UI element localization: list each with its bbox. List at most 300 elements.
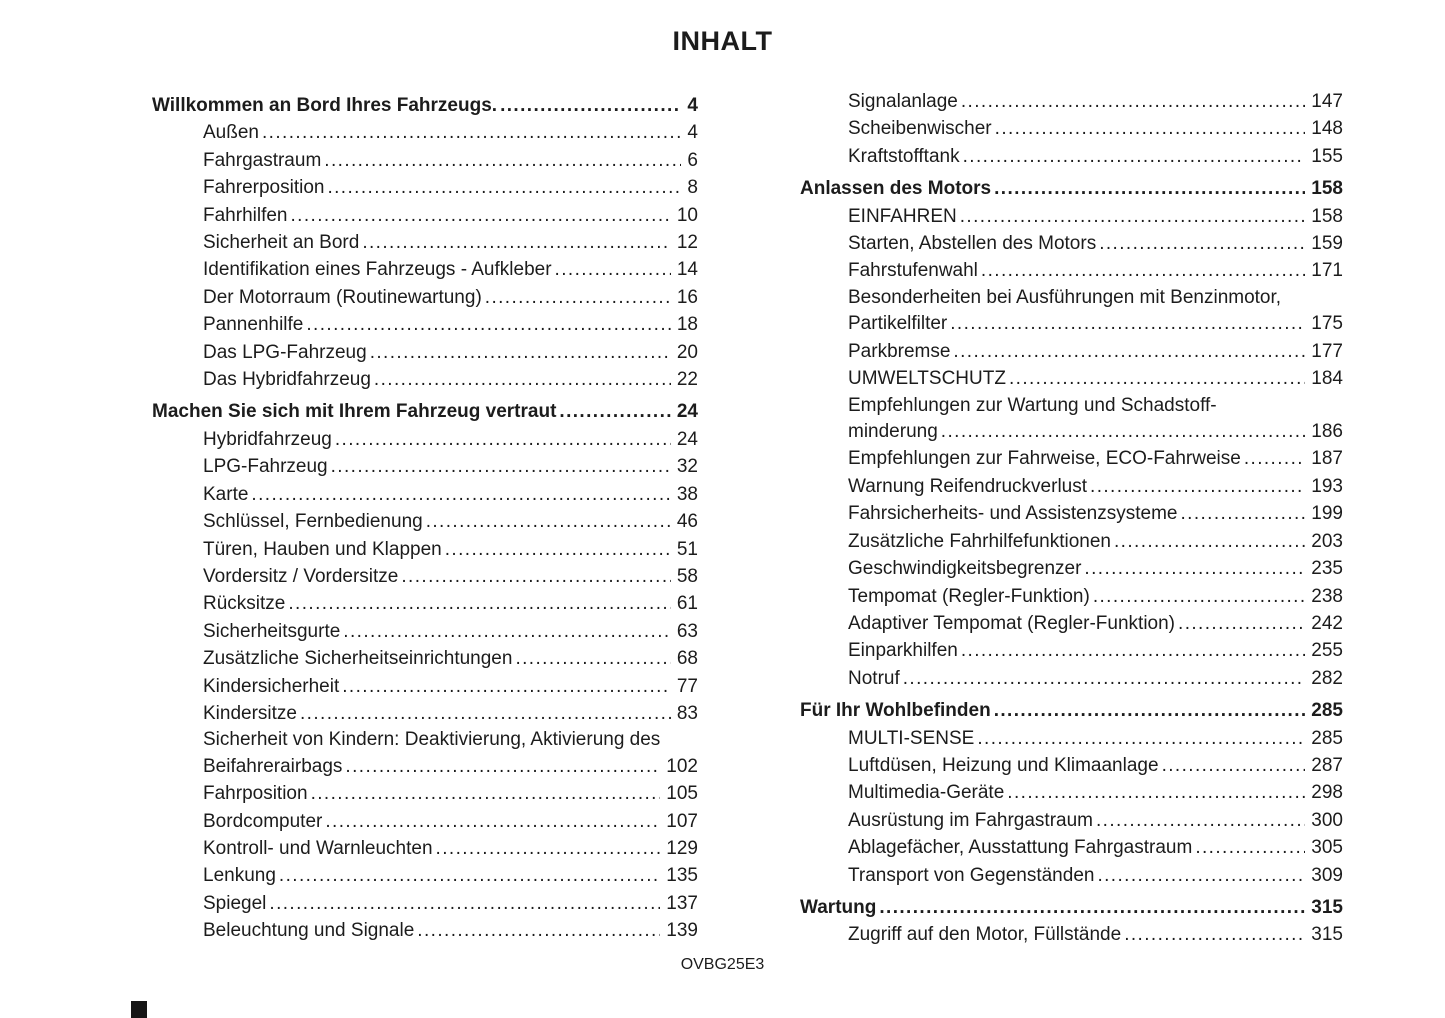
dot-leader [1180,500,1305,527]
dot-leader [426,508,671,535]
toc-row [152,92,698,119]
toc-entry-page: 287 [1311,754,1343,776]
toc-row [848,862,1343,889]
toc-entry-page: 32 [676,456,698,478]
toc-row [203,563,698,590]
toc-entry-page: 38 [676,483,698,505]
toc-entry [152,284,698,311]
toc-row [152,398,698,425]
toc-entry-label: Zusätzliche Fahrhilfefunktionen [848,530,1111,552]
dot-leader [436,835,661,862]
toc-entry-page: 315 [1311,896,1343,918]
dot-leader [306,311,670,338]
dot-leader [345,753,660,780]
toc-entry [152,426,698,453]
toc-entry-label: Rücksitze [203,593,286,615]
toc-entry-page: 309 [1311,864,1343,886]
toc-entry-label: Sicherheit an Bord [203,232,360,254]
toc-entry-page: 20 [676,341,698,363]
dot-leader [1099,230,1305,257]
toc-entry-label: Spiegel [203,892,267,914]
toc-entry-label: Willkommen an Bord Ihres Fahrzeugs. [152,95,498,116]
toc-entry [152,119,698,146]
toc-entry [800,834,1343,861]
toc-row [848,88,1343,115]
toc-entry-label: Ablagefächer, Ausstattung Fahrgastraum [848,837,1193,859]
toc-row [848,583,1343,610]
dot-leader [994,175,1305,202]
toc-entry-label: Luftdüsen, Heizung und Klimaanlage [848,754,1159,776]
toc-entry-page: 16 [676,286,698,308]
toc-entry [800,637,1343,664]
toc-entry-label: Fahrgastraum [203,149,322,171]
toc-entry-page: 285 [1311,700,1343,722]
toc-row [203,618,698,645]
toc-section-heading [800,894,1343,921]
toc-row [203,284,698,311]
dot-leader [953,338,1305,365]
toc-row [848,115,1343,142]
toc-entry-label: Karte [203,483,249,505]
toc-row [203,700,698,727]
toc-entry-label: Außen [203,122,259,144]
toc-entry-page: 68 [676,648,698,670]
toc-entry [152,645,698,672]
toc-entry-label: Empfehlungen zur Fahrweise, ECO-Fahrweise [848,448,1241,470]
document-code: OVBG25E3 [680,956,765,973]
toc-entry-page: 4 [687,122,698,144]
toc-entry [800,610,1343,637]
toc-entry [800,115,1343,142]
toc-entry-label: Geschwindigkeitsbegrenzer [848,558,1082,580]
toc-entry-page: 18 [676,314,698,336]
toc-entry [152,808,698,835]
toc-entry-page: 159 [1311,233,1343,255]
dot-leader [995,115,1306,142]
toc-entry [152,700,698,727]
dot-leader [1096,807,1305,834]
toc-row [203,256,698,283]
toc-entry-page: 129 [666,838,698,860]
toc-entry-label: UMWELTSCHUTZ [848,368,1006,390]
dot-leader [327,174,681,201]
toc-entry-page: 135 [666,865,698,887]
toc-entry [152,339,698,366]
toc-entry-label: Kraftstofftank [848,145,960,167]
toc-entry-label: Partikelfilter [848,313,948,335]
dot-leader [500,92,681,119]
dot-leader [324,147,681,174]
toc-row [203,426,698,453]
toc-row [203,366,698,393]
toc-row [848,637,1343,664]
dot-leader [941,418,1306,445]
toc-entry-label: Kindersicherheit [203,675,340,697]
dot-leader [279,862,660,889]
toc-entry-page: 193 [1311,475,1343,497]
toc-row [848,921,1343,948]
dot-leader [445,536,671,563]
toc-entry-page: 315 [1311,924,1343,946]
toc-row [203,780,698,807]
toc-row [203,119,698,146]
toc-row [203,890,698,917]
toc-entry-page: 12 [676,232,698,254]
dot-leader [331,453,671,480]
toc-entry-page: 282 [1311,667,1343,689]
toc-entry [152,453,698,480]
toc-entry [152,862,698,889]
toc-entry-page: 147 [1311,91,1343,112]
dot-leader [401,563,670,590]
toc-entry [152,481,698,508]
toc-entry [152,174,698,201]
toc-entry-page: 235 [1311,558,1343,580]
toc-entry-label: Ausrüstung im Fahrgastraum [848,809,1093,831]
toc-entry-page: 300 [1311,809,1343,831]
toc-entry-page: 139 [666,920,698,942]
toc-entry [800,779,1343,806]
toc-row [800,175,1343,202]
toc-entry-page: 305 [1311,837,1343,859]
dot-leader [977,725,1305,752]
toc-row [203,453,698,480]
toc-row [848,500,1343,527]
toc-entry [800,338,1343,365]
dot-leader [1093,583,1305,610]
toc-entry [800,365,1343,392]
toc-row [203,673,698,700]
toc-entry [800,665,1343,692]
toc-entry [800,257,1343,284]
toc-row [203,808,698,835]
toc-entry-label: Fahrstufenwahl [848,260,978,282]
dot-leader [288,590,671,617]
dot-leader [559,398,670,425]
dot-leader [961,637,1305,664]
toc-entry-page: 24 [676,401,698,423]
toc-row [203,917,698,944]
toc-entry-label: Das Hybridfahrzeug [203,369,371,391]
toc-entry-page: 24 [676,428,698,450]
dot-leader [1009,365,1305,392]
toc-row [203,835,698,862]
toc-entry-page: 199 [1311,503,1343,525]
toc-entry-label: Warnung Reifendruckverlust [848,475,1088,497]
dot-leader [1084,555,1305,582]
toc-entry-label: Tempomat (Regler-Funktion) [848,585,1090,607]
toc-entry-page: 184 [1311,368,1343,390]
toc-entry [152,147,698,174]
toc-entry-page: 177 [1311,340,1343,362]
toc-entry-label: Starten, Abstellen des Motors [848,233,1097,255]
toc-entry [152,563,698,590]
dot-leader [994,697,1306,724]
toc-entry-label: Fahrsicherheits- und Assistenzsysteme [848,503,1178,525]
dot-leader [370,339,671,366]
toc-row [848,230,1343,257]
toc-row [800,894,1343,921]
dot-leader [1124,921,1305,948]
toc-row [848,555,1343,582]
toc-entry [152,835,698,862]
dot-leader [325,808,660,835]
dot-leader [1195,834,1305,861]
toc-entry-page: 58 [676,565,698,587]
toc-row [203,590,698,617]
toc-row [848,143,1343,170]
toc-entry-page: 255 [1311,640,1343,662]
toc-entry-page: 10 [676,204,698,226]
toc-entry-page: 22 [676,369,698,391]
toc-row [848,610,1343,637]
toc-row [848,445,1343,472]
dot-leader [485,284,671,311]
dot-leader [291,202,671,229]
dot-leader [311,780,661,807]
toc-entry [152,229,698,256]
toc-entry [152,508,698,535]
toc-row [203,645,698,672]
toc-entry-label: LPG-Fahrzeug [203,456,328,478]
toc-entry [800,203,1343,230]
dot-leader [417,917,660,944]
toc-entry-label: Beleuchtung und Signale [203,920,415,942]
toc-row [848,473,1343,500]
toc-entry-label: Der Motorraum (Routinewartung) [203,286,482,308]
toc-entry-label: Türen, Hauben und Klappen [203,538,442,560]
toc-entry-label: Das LPG-Fahrzeug [203,341,367,363]
dot-leader [981,257,1305,284]
toc-row [848,365,1343,392]
toc-entry [800,921,1343,948]
dot-leader [1097,862,1305,889]
dot-leader [1178,610,1305,637]
toc-entry [152,256,698,283]
toc-entry-page: 148 [1311,118,1343,140]
toc-row [203,753,698,780]
toc-entry-page: 4 [687,95,698,116]
toc-entry [800,583,1343,610]
toc-row [848,257,1343,284]
toc-entry-label: Identifikation eines Fahrzeugs - Aufkleber [203,259,552,281]
toc-entry-label: Fahrerposition [203,177,325,199]
toc-entry-page: 6 [687,149,698,171]
dot-leader [374,366,671,393]
toc-entry [152,727,698,780]
dot-leader [515,645,670,672]
toc-entry-label: Transport von Gegenständen [848,864,1095,886]
toc-entry-label: Zugriff auf den Motor, Füllstände [848,924,1122,946]
toc-entry-page: 77 [676,675,698,697]
toc-entry [800,555,1343,582]
toc-entry [152,618,698,645]
toc-entry-label: MULTI-SENSE [848,727,975,749]
toc-entry-page: 171 [1311,260,1343,282]
toc-entry-label: Adaptiver Tempomat (Regler-Funktion) [848,612,1176,634]
toc-row [848,203,1343,230]
toc-entry [800,445,1343,472]
dot-leader [950,310,1305,337]
toc-row [203,339,698,366]
toc-row [203,481,698,508]
toc-entry [800,143,1343,170]
toc-entry [800,862,1343,889]
toc-row [203,311,698,338]
toc-entry-page: 137 [666,892,698,914]
toc-entry [800,725,1343,752]
toc-entry-page: 298 [1311,782,1343,804]
toc-entry-label: Fahrposition [203,783,308,805]
dot-leader [300,700,671,727]
toc-entry [800,88,1343,115]
toc-entry-page: 107 [666,810,698,832]
toc-row [848,752,1343,779]
toc-entry-label: Einparkhilfen [848,640,958,662]
toc-row [848,779,1343,806]
toc-entry [152,590,698,617]
toc-entry-page: 186 [1311,421,1343,443]
toc-row [848,338,1343,365]
toc-entry-label: Signalanlage [848,91,958,112]
toc-entry-page: 14 [676,259,698,281]
toc-entry [800,285,1343,338]
toc-entry-page: 155 [1311,145,1343,167]
dot-leader [335,426,671,453]
toc-entry-label: Lenkung [203,865,276,887]
dot-leader [903,665,1306,692]
toc-entry-page: 63 [676,620,698,642]
dot-leader [1244,445,1305,472]
dot-leader [342,673,671,700]
toc-row [203,862,698,889]
toc-entry-page: 8 [687,177,698,199]
toc-entry-label: Kontroll- und Warnleuchten [203,838,433,860]
toc-entry [800,473,1343,500]
toc-row [848,834,1343,861]
toc-entry-label: Multimedia-Geräte [848,782,1005,804]
dot-leader [269,890,660,917]
toc-entry [800,807,1343,834]
toc-column-left [152,92,698,945]
toc-entry-page: 285 [1311,727,1343,749]
dot-leader [251,481,670,508]
toc-column-right [800,88,1343,949]
dot-leader [1162,752,1306,779]
toc-entry [800,393,1343,446]
dot-leader [960,203,1306,230]
toc-entry-page: 105 [666,783,698,805]
toc-entry-label: EINFAHREN [848,205,957,227]
dot-leader [1007,779,1305,806]
dot-leader [1090,473,1305,500]
toc-section-heading [152,92,698,119]
toc-entry [152,917,698,944]
toc-row [848,725,1343,752]
toc-entry [152,311,698,338]
toc-entry-page: 83 [676,702,698,724]
page-corner-mark [131,1001,147,1018]
toc-entry-page: 203 [1311,530,1343,552]
toc-row [203,229,698,256]
toc-entry-page: 158 [1311,205,1343,227]
dot-leader [343,618,671,645]
dot-leader [879,894,1305,921]
toc-entry-page: 61 [676,593,698,615]
toc-entry [152,780,698,807]
toc-row [203,536,698,563]
toc-entry-label: Fahrhilfen [203,204,288,226]
toc-section-heading [152,398,698,425]
toc-row [848,310,1343,337]
toc-entry-label-line1: Besonderheiten bei Ausführungen mit Benzinmotor, [848,286,1282,308]
toc-entry-label: Scheibenwischer [848,118,992,140]
toc-entry-label: Wartung [800,896,877,918]
toc-section-heading [800,175,1343,202]
toc-entry-label-line1: Sicherheit von Kindern: Deaktivierung, Aktivierung des [203,729,661,751]
dot-leader [262,119,681,146]
page-title: INHALT [672,26,773,56]
toc-entry-label: Bordcomputer [203,810,323,832]
toc-entry [800,500,1343,527]
toc-entry-page: 158 [1311,178,1343,200]
toc-entry [152,673,698,700]
toc-entry-label: Parkbremse [848,340,951,362]
toc-entry [152,890,698,917]
toc-row [848,807,1343,834]
toc-row [203,508,698,535]
toc-entry-label: Vordersitz / Vordersitze [203,565,399,587]
toc-row [848,418,1343,445]
toc-entry-page: 51 [676,538,698,560]
toc-row [848,528,1343,555]
toc-row [203,174,698,201]
toc-entry-page: 175 [1311,313,1343,335]
toc-entry-label: minderung [848,421,938,443]
toc-entry-label: Machen Sie sich mit Ihrem Fahrzeug vertraut [152,401,557,423]
toc-entry-label: Hybridfahrzeug [203,428,332,450]
toc-entry-page: 238 [1311,585,1343,607]
toc-entry-label: Pannenhilfe [203,314,304,336]
dot-leader [1114,528,1305,555]
toc-row [203,147,698,174]
toc-entry [152,366,698,393]
toc-entry [152,202,698,229]
toc-entry-label-line1: Empfehlungen zur Wartung und Schadstoff- [848,394,1217,416]
toc-row [203,202,698,229]
dot-leader [555,256,671,283]
toc-entry-label: Zusätzliche Sicherheitseinrichtungen [203,648,513,670]
toc-entry-page: 242 [1311,612,1343,634]
toc-row [800,697,1343,724]
dot-leader [362,229,671,256]
toc-entry-label: Notruf [848,667,900,689]
toc-entry [800,230,1343,257]
toc-entry-label: Für Ihr Wohlbefinden [800,700,991,722]
toc-entry-label: Kindersitze [203,702,297,724]
toc-row [848,665,1343,692]
dot-leader [961,88,1305,115]
toc-entry [800,752,1343,779]
toc-entry-page: 102 [666,755,698,777]
toc-entry-page: 46 [676,511,698,533]
toc-entry-label: Beifahrerairbags [203,755,343,777]
toc-entry-page: 187 [1311,448,1343,470]
toc-entry [152,536,698,563]
toc-section-heading [800,697,1343,724]
toc-entry-label: Schlüssel, Fernbedienung [203,511,423,533]
dot-leader [963,143,1306,170]
